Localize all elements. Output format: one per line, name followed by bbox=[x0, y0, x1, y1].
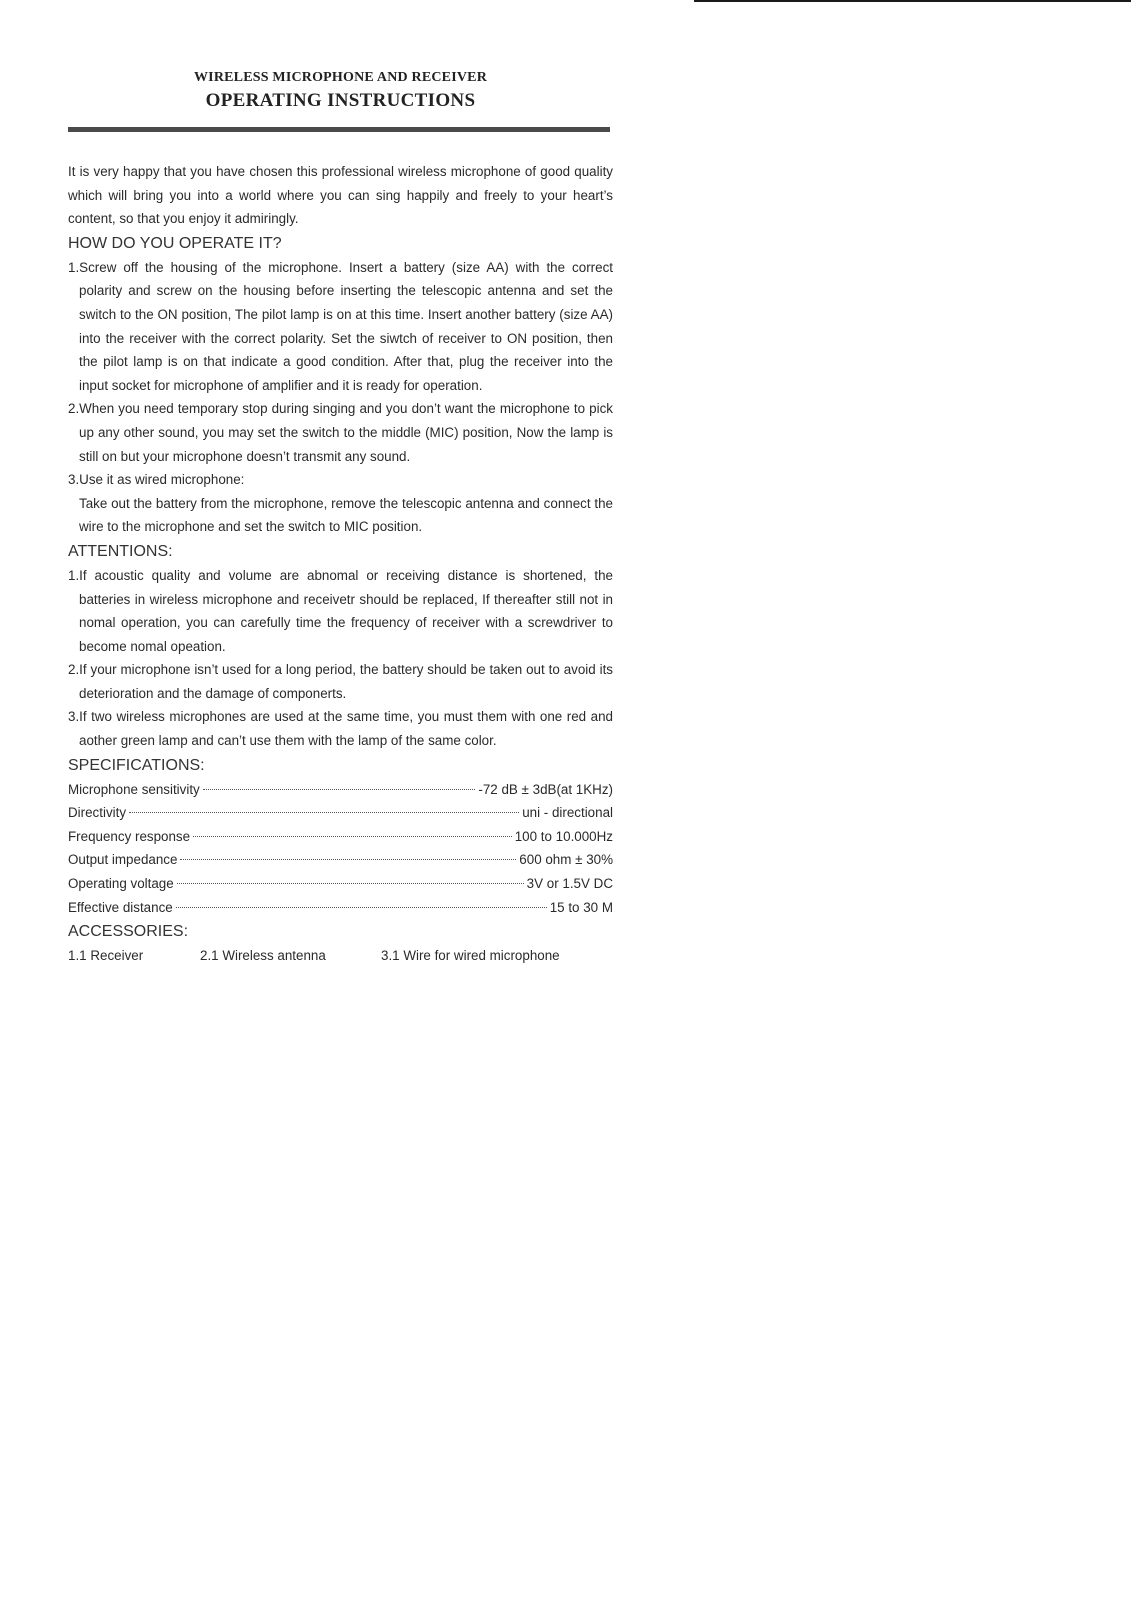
spec-row bbox=[68, 825, 613, 849]
spec-leader-dots bbox=[193, 836, 512, 837]
accessory-item: 3.1 Wire for wired microphone bbox=[381, 948, 560, 964]
spec-leader-dots bbox=[129, 812, 519, 813]
spec-label: Directivity bbox=[68, 805, 127, 821]
spec-row bbox=[68, 848, 613, 872]
instruction-sheet bbox=[68, 70, 613, 968]
spec-leader-dots bbox=[177, 883, 524, 884]
spec-leader-dots bbox=[180, 859, 516, 860]
how-heading: HOW DO YOU OPERATE IT? bbox=[68, 234, 282, 252]
spec-value: uni - directional bbox=[522, 805, 613, 821]
spec-label: Frequency response bbox=[68, 828, 191, 844]
how-item-2: 2.When you need temporary stop during singing and you don’t want the microphone to pick up any other sound, you may set the switch to the middle (MIC) position, Now the lamp is still on but your microphone doesn’t transmit any sound. bbox=[68, 401, 613, 464]
spec-row bbox=[68, 872, 613, 896]
spec-label: Operating voltage bbox=[68, 876, 174, 892]
document-body bbox=[68, 160, 613, 968]
spec-row bbox=[68, 896, 613, 920]
scan-edge-line bbox=[694, 0, 1131, 2]
spec-value: 100 to 10.000Hz bbox=[514, 828, 613, 844]
accessories-list bbox=[68, 944, 613, 968]
document-supertitle: WIRELESS MICROPHONE AND RECEIVER bbox=[193, 70, 488, 85]
attention-item-1: 1.If acoustic quality and volume are abnomal or receiving distance is shortened, the batteries in wireless microphone and receivetr should be replaced, If thereafter still not in nomal operation, you can carefully time the frequency of receiver with a screwdriver to become nomal opeation. bbox=[68, 567, 613, 654]
attention-item-3: 3.If two wireless microphones are used at the same time, you must them with one red and aother green lamp and can’t use them with the lamp of the same color. bbox=[68, 709, 613, 749]
title-rule bbox=[68, 127, 610, 132]
spec-leader-dots bbox=[203, 789, 476, 790]
spec-label: Microphone sensitivity bbox=[68, 781, 200, 797]
spec-value: -72 dB ± 3dB(at 1KHz) bbox=[478, 781, 613, 797]
spec-label: Output impedance bbox=[68, 852, 178, 868]
spec-label: Effective distance bbox=[68, 899, 173, 915]
specs-list bbox=[68, 778, 613, 920]
accessory-item: 2.1 Wireless antenna bbox=[200, 948, 326, 964]
spec-row bbox=[68, 778, 613, 802]
attentions-heading: ATTENTIONS: bbox=[68, 542, 173, 560]
accessories-heading: ACCESSORIES: bbox=[68, 923, 189, 941]
specs-heading: SPECIFICATIONS: bbox=[68, 756, 205, 774]
spec-row bbox=[68, 801, 613, 825]
spec-value: 15 to 30 M bbox=[549, 899, 613, 915]
spec-value: 3V or 1.5V DC bbox=[526, 876, 613, 892]
spec-value: 600 ohm ± 30% bbox=[519, 852, 613, 868]
accessory-item: 1.1 Receiver bbox=[68, 948, 144, 964]
document-title: OPERATING INSTRUCTIONS bbox=[205, 90, 476, 111]
how-item-3-text: Take out the battery from the microphone, remove the telescopic antenna and connect the wire to the microphone and set the switch to MIC position. bbox=[79, 495, 613, 535]
spec-leader-dots bbox=[176, 907, 547, 908]
how-item-1: 1.Screw off the housing of the microphone. Insert a battery (size AA) with the correct polarity and screw on the housing before inserting the telescopic antenna and set the switch to the ON position, The pilot lamp is on at this time. Insert another battery (size AA) into the receiver with the correct polarity. Set the siwtch of receiver to ON position, then the pilot lamp is on that indicate a good condition. After that, plug the receiver into the input socket for microphone of amplifier and it is ready for operation. bbox=[68, 259, 613, 393]
intro-paragraph: It is very happy that you have chosen this professional wireless microphone of good quality which will bring you into a world where you can sing happily and freely to your heart’s content, so that you enjoy it admiringly. bbox=[68, 164, 613, 227]
attention-item-2: 2.If your microphone isn’t used for a long period, the battery should be taken out to avoid its deterioration and the damage of componerts. bbox=[68, 662, 613, 701]
how-item-3-title: 3.Use it as wired microphone: bbox=[68, 472, 245, 488]
